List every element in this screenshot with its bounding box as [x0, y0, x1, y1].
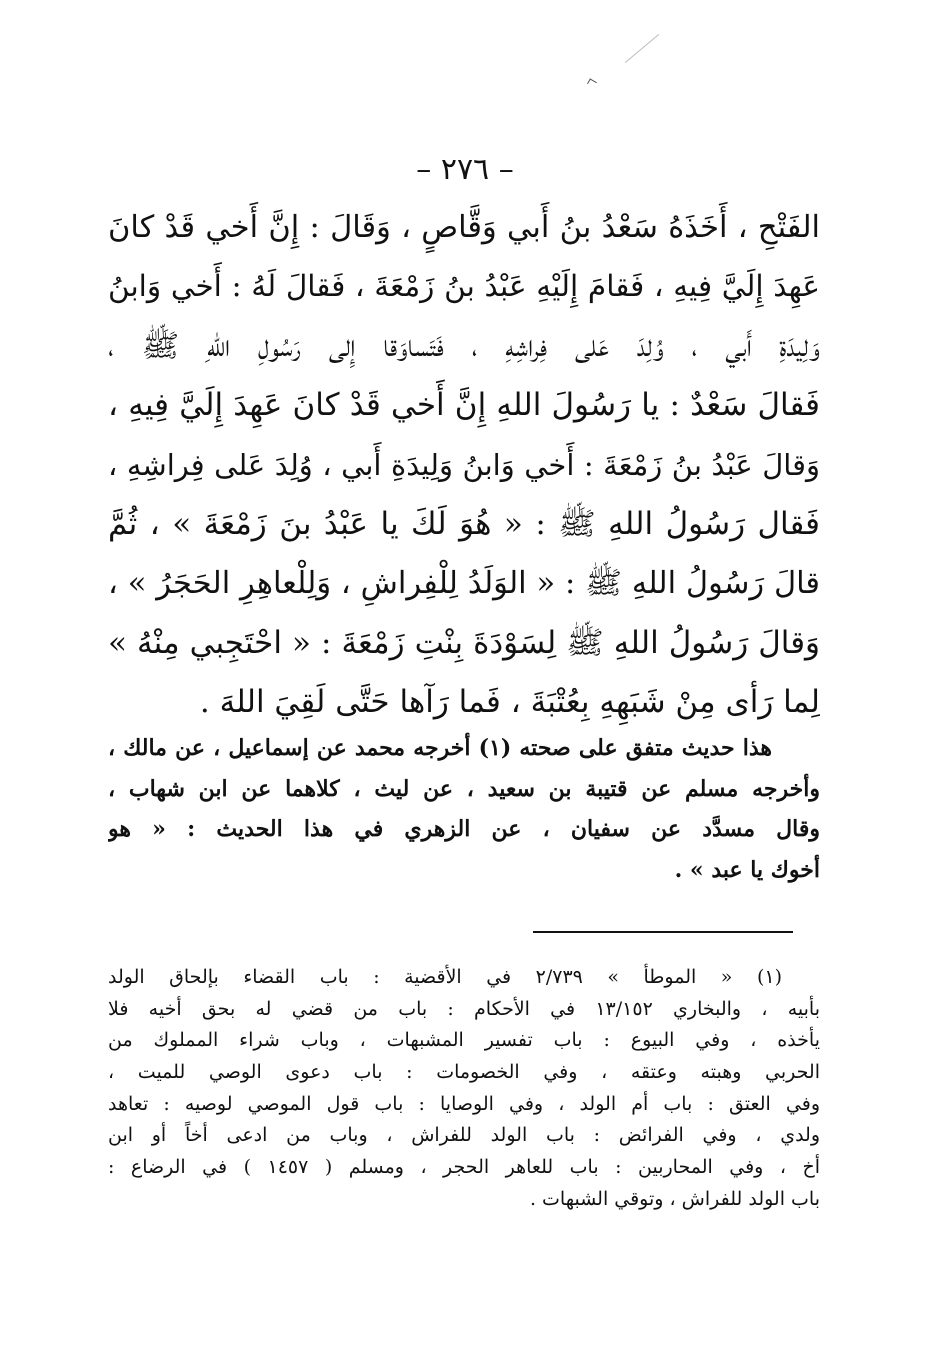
stray-pencil-mark [625, 34, 659, 63]
hadith-line: عَهِدَ إِلَيَّ فِيهِ ، فَقامَ إِلَيْهِ عَبْدُ بنُ زَمْعَةَ ، فَقالَ لَهُ : أَخي وَابنُ [108, 269, 820, 304]
hadith-line: الفَتْحِ ، أَخَذَهُ سَعْدُ بنُ أَبي وَقَّاصٍ ، وَقَالَ : إِنَّ أَخي قَدْ كانَ [108, 210, 820, 245]
footnote-line: (١) « الموطأ » ٢/٧٣٩ في الأقضية : باب القضاء بإلحاق الولد [108, 966, 782, 988]
footnote-divider [533, 931, 793, 933]
hadith-line: وَلِيدَةِ أَبي ، وُلِدَ عَلى فِراشِهِ ، فَتَساوَقا إِلى رَسُولِ اللهِ ﷺ ، [108, 327, 820, 364]
commentary-line: هذا حديث متفق على صحته (١) أخرجه محمد عن إسماعيل ، عن مالك ، [108, 735, 772, 761]
ink-speck [587, 78, 597, 87]
commentary-line: وقال مسدَّد عن سفيان ، عن الزهري في هذا الحديث : « هو [108, 816, 820, 842]
hadith-line: فَقال رَسُولُ اللهِ ﷺ : « هُوَ لَكَ يا عَبْدُ بنَ زَمْعَةَ » ، ثُمَّ [108, 505, 820, 542]
hadith-line: وَقالَ رَسُولُ اللهِ ﷺ لِسَوْدَةَ بِنْتِ زَمْعَةَ : « احْتَجِبي مِنْهُ » [108, 624, 820, 661]
commentary-text [108, 728, 820, 890]
hadith-line: لِما رَأى مِنْ شَبَهِهِ بِعُتْبَةَ ، فَما رَآها حَتَّى لَقِيَ اللهَ . [199, 684, 820, 721]
footnote-line: بأبيه ، والبخاري ١٣/١٥٢ في الأحكام : باب من قضي له بحق أخيه فلا [108, 997, 820, 1020]
hadith-text [108, 198, 820, 733]
footnote-line: أخ ، وفي المحاربين : باب للعاهر الحجر ، ومسلم ( ١٤٥٧ ) في الرضاع : [108, 1156, 820, 1179]
footnote-line: الحربي وهبته وعتقه ، وفي الخصومات : باب دعوى الوصي للميت ، [108, 1061, 820, 1084]
hadith-line: فَقالَ سَعْدٌ : يا رَسُولَ اللهِ إِنَّ أَخي قَدْ كانَ عَهِدَ إِلَيَّ فِيهِ ، [108, 387, 820, 424]
commentary-line: وأخرجه مسلم عن قتيبة بن سعيد ، عن ليث ، كلاهما عن ابن شهاب ، [108, 775, 820, 802]
hadith-line: قالَ رَسُولُ اللهِ ﷺ : « الوَلَدُ لِلْفِراشِ ، وَلِلْعاهِرِ الحَجَرُ » ، [108, 566, 820, 602]
footnote-line: يأخذه ، وفي البيوع : باب تفسير المشبهات ، وباب شراء المملوك من [108, 1029, 820, 1052]
footnotes [108, 962, 820, 1216]
commentary-line: أخوك يا عبد » . [674, 856, 820, 883]
hadith-line: وَقالَ عَبْدُ بنُ زَمْعَةَ : أَخي وَابنُ وَلِيدَةِ أَبي ، وُلِدَ عَلى فِراشِهِ ، [108, 447, 820, 482]
footnote-line: وفي العتق : باب أم الولد ، وفي الوصايا : باب قول الموصي لوصيه : تعاهد [108, 1092, 820, 1115]
footnote-line: باب الولد للفراش ، وتوقي الشبهات . [529, 1187, 820, 1210]
page-number: – ٢٧٦ – [416, 152, 514, 187]
footnote-line: ولدي ، وفي الفرائض : باب الولد للفراش ، وباب من ادعى أخاً أو ابن [108, 1124, 820, 1147]
